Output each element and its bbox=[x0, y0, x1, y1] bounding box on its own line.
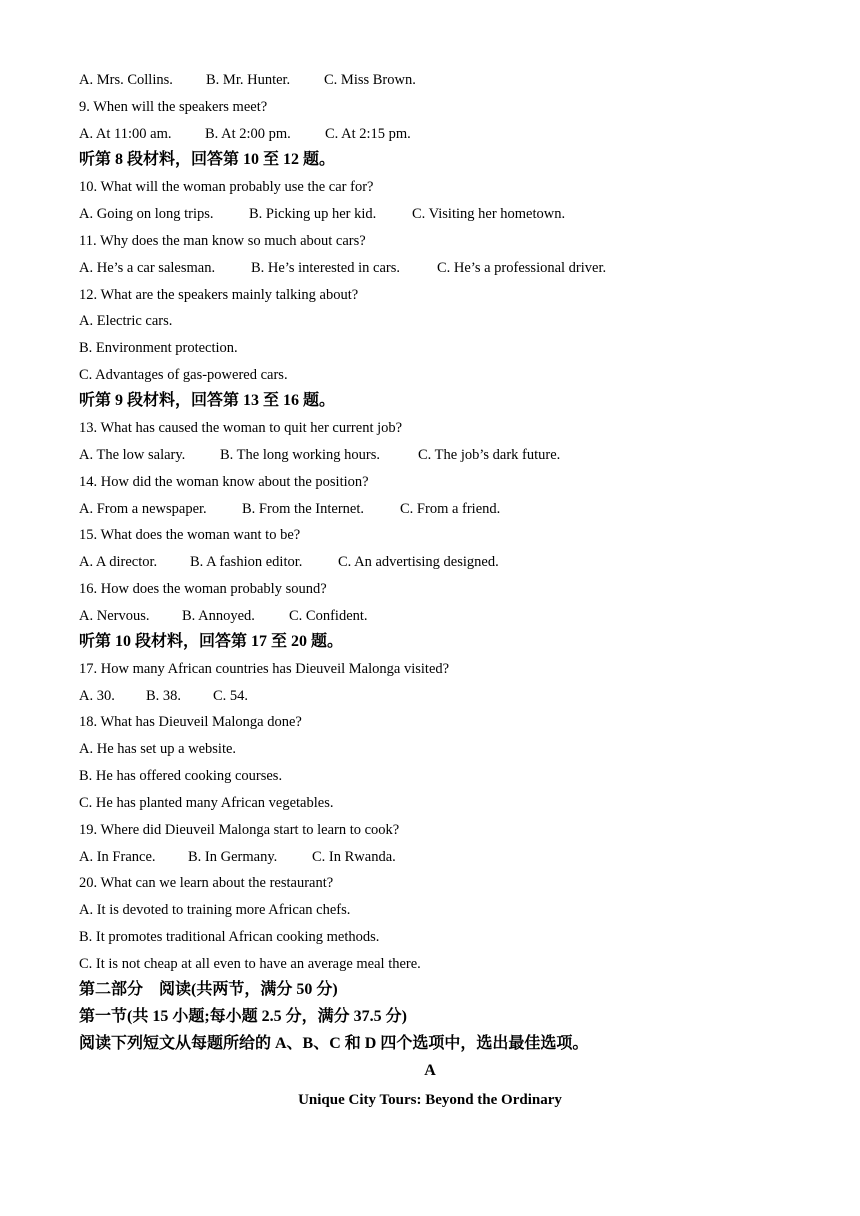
option-text: A. A director. bbox=[79, 554, 158, 570]
option-text: B. He’s interested in cars. bbox=[251, 260, 400, 276]
option-row bbox=[79, 125, 411, 143]
option-text: B. The long working hours. bbox=[220, 447, 381, 463]
option-text: C. The job’s dark future. bbox=[418, 447, 561, 463]
question-text: 9. When will the speakers meet? bbox=[79, 99, 268, 115]
option-text: A. 30. bbox=[79, 688, 115, 704]
option-text: C. An advertising designed. bbox=[338, 554, 499, 570]
option-text: B. In Germany. bbox=[188, 849, 278, 865]
option-text: A. Nervous. bbox=[79, 608, 150, 624]
section-heading: 听第 10 段材料，回答第 17 至 20 题。 bbox=[79, 633, 344, 650]
option-row bbox=[79, 848, 396, 866]
option-row bbox=[79, 446, 560, 464]
option-row bbox=[79, 71, 416, 89]
option-text: A. At 11:00 am. bbox=[79, 126, 172, 142]
option-text: C. Miss Brown. bbox=[324, 72, 416, 88]
passage-letter: A bbox=[424, 1062, 436, 1079]
option-text: B. A fashion editor. bbox=[190, 554, 303, 570]
question-text: 17. How many African countries has Dieuveil Malonga visited? bbox=[79, 661, 450, 677]
option-text: B. It promotes traditional African cooking methods. bbox=[79, 929, 380, 945]
option-row bbox=[79, 687, 248, 705]
option-text: C. He has planted many African vegetables. bbox=[79, 795, 334, 811]
question-text: 15. What does the woman want to be? bbox=[79, 527, 301, 543]
question-text: 11. Why does the man know so much about cars? bbox=[79, 233, 366, 249]
option-text: A. Going on long trips. bbox=[79, 206, 214, 222]
option-text: A. He has set up a website. bbox=[79, 741, 237, 757]
section-heading: 听第 9 段材料，回答第 13 至 16 题。 bbox=[79, 392, 336, 409]
question-text: 12. What are the speakers mainly talking about? bbox=[79, 287, 359, 303]
question-text: 13. What has caused the woman to quit her current job? bbox=[79, 420, 403, 436]
option-text: A. He’s a car salesman. bbox=[79, 260, 216, 276]
option-row bbox=[79, 259, 606, 277]
question-text: 18. What has Dieuveil Malonga done? bbox=[79, 714, 302, 730]
question-text: 16. How does the woman probably sound? bbox=[79, 581, 327, 597]
option-text: C. Visiting her hometown. bbox=[412, 206, 566, 222]
option-text: B. From the Internet. bbox=[242, 501, 365, 517]
option-text: B. He has offered cooking courses. bbox=[79, 768, 283, 784]
option-text: B. 38. bbox=[146, 688, 182, 704]
option-text: C. Confident. bbox=[289, 608, 368, 624]
option-text: A. It is devoted to training more African chefs. bbox=[79, 902, 351, 918]
option-text: A. Electric cars. bbox=[79, 313, 173, 329]
question-text: 20. What can we learn about the restaurant? bbox=[79, 875, 334, 891]
option-row bbox=[79, 205, 565, 223]
option-text: B. At 2:00 pm. bbox=[205, 126, 291, 142]
question-text: 19. Where did Dieuveil Malonga start to learn to cook? bbox=[79, 822, 400, 838]
option-text: B. Annoyed. bbox=[182, 608, 255, 624]
option-row bbox=[79, 500, 500, 518]
option-text: B. Mr. Hunter. bbox=[206, 72, 291, 88]
question-text: 10. What will the woman probably use the car for? bbox=[79, 179, 374, 195]
question-text: 14. How did the woman know about the position? bbox=[79, 474, 369, 490]
option-row bbox=[79, 553, 499, 571]
option-text: C. In Rwanda. bbox=[312, 849, 396, 865]
option-text: C. 54. bbox=[213, 688, 249, 704]
option-text: C. It is not cheap at all even to have an average meal there. bbox=[79, 956, 421, 972]
option-text: A. In France. bbox=[79, 849, 156, 865]
option-text: C. At 2:15 pm. bbox=[325, 126, 411, 142]
option-text: A. Mrs. Collins. bbox=[79, 72, 173, 88]
part-heading: 第二部分 阅读(共两节，满分 50 分) bbox=[79, 981, 338, 998]
option-text: C. From a friend. bbox=[400, 501, 501, 517]
instructions: 阅读下列短文从每题所给的 A、B、C 和 D 四个选项中，选出最佳选项。 bbox=[79, 1035, 589, 1052]
option-row bbox=[79, 607, 368, 625]
section-heading: 第一节(共 15 小题;每小题 2.5 分，满分 37.5 分) bbox=[79, 1008, 407, 1025]
passage-title: Unique City Tours: Beyond the Ordinary bbox=[298, 1092, 562, 1108]
section-heading: 听第 8 段材料，回答第 10 至 12 题。 bbox=[79, 151, 336, 168]
option-text: C. He’s a professional driver. bbox=[437, 260, 607, 276]
option-text: B. Picking up her kid. bbox=[249, 206, 377, 222]
option-text: A. From a newspaper. bbox=[79, 501, 207, 517]
option-text: B. Environment protection. bbox=[79, 340, 238, 356]
option-text: A. The low salary. bbox=[79, 447, 186, 463]
option-text: C. Advantages of gas-powered cars. bbox=[79, 367, 288, 383]
